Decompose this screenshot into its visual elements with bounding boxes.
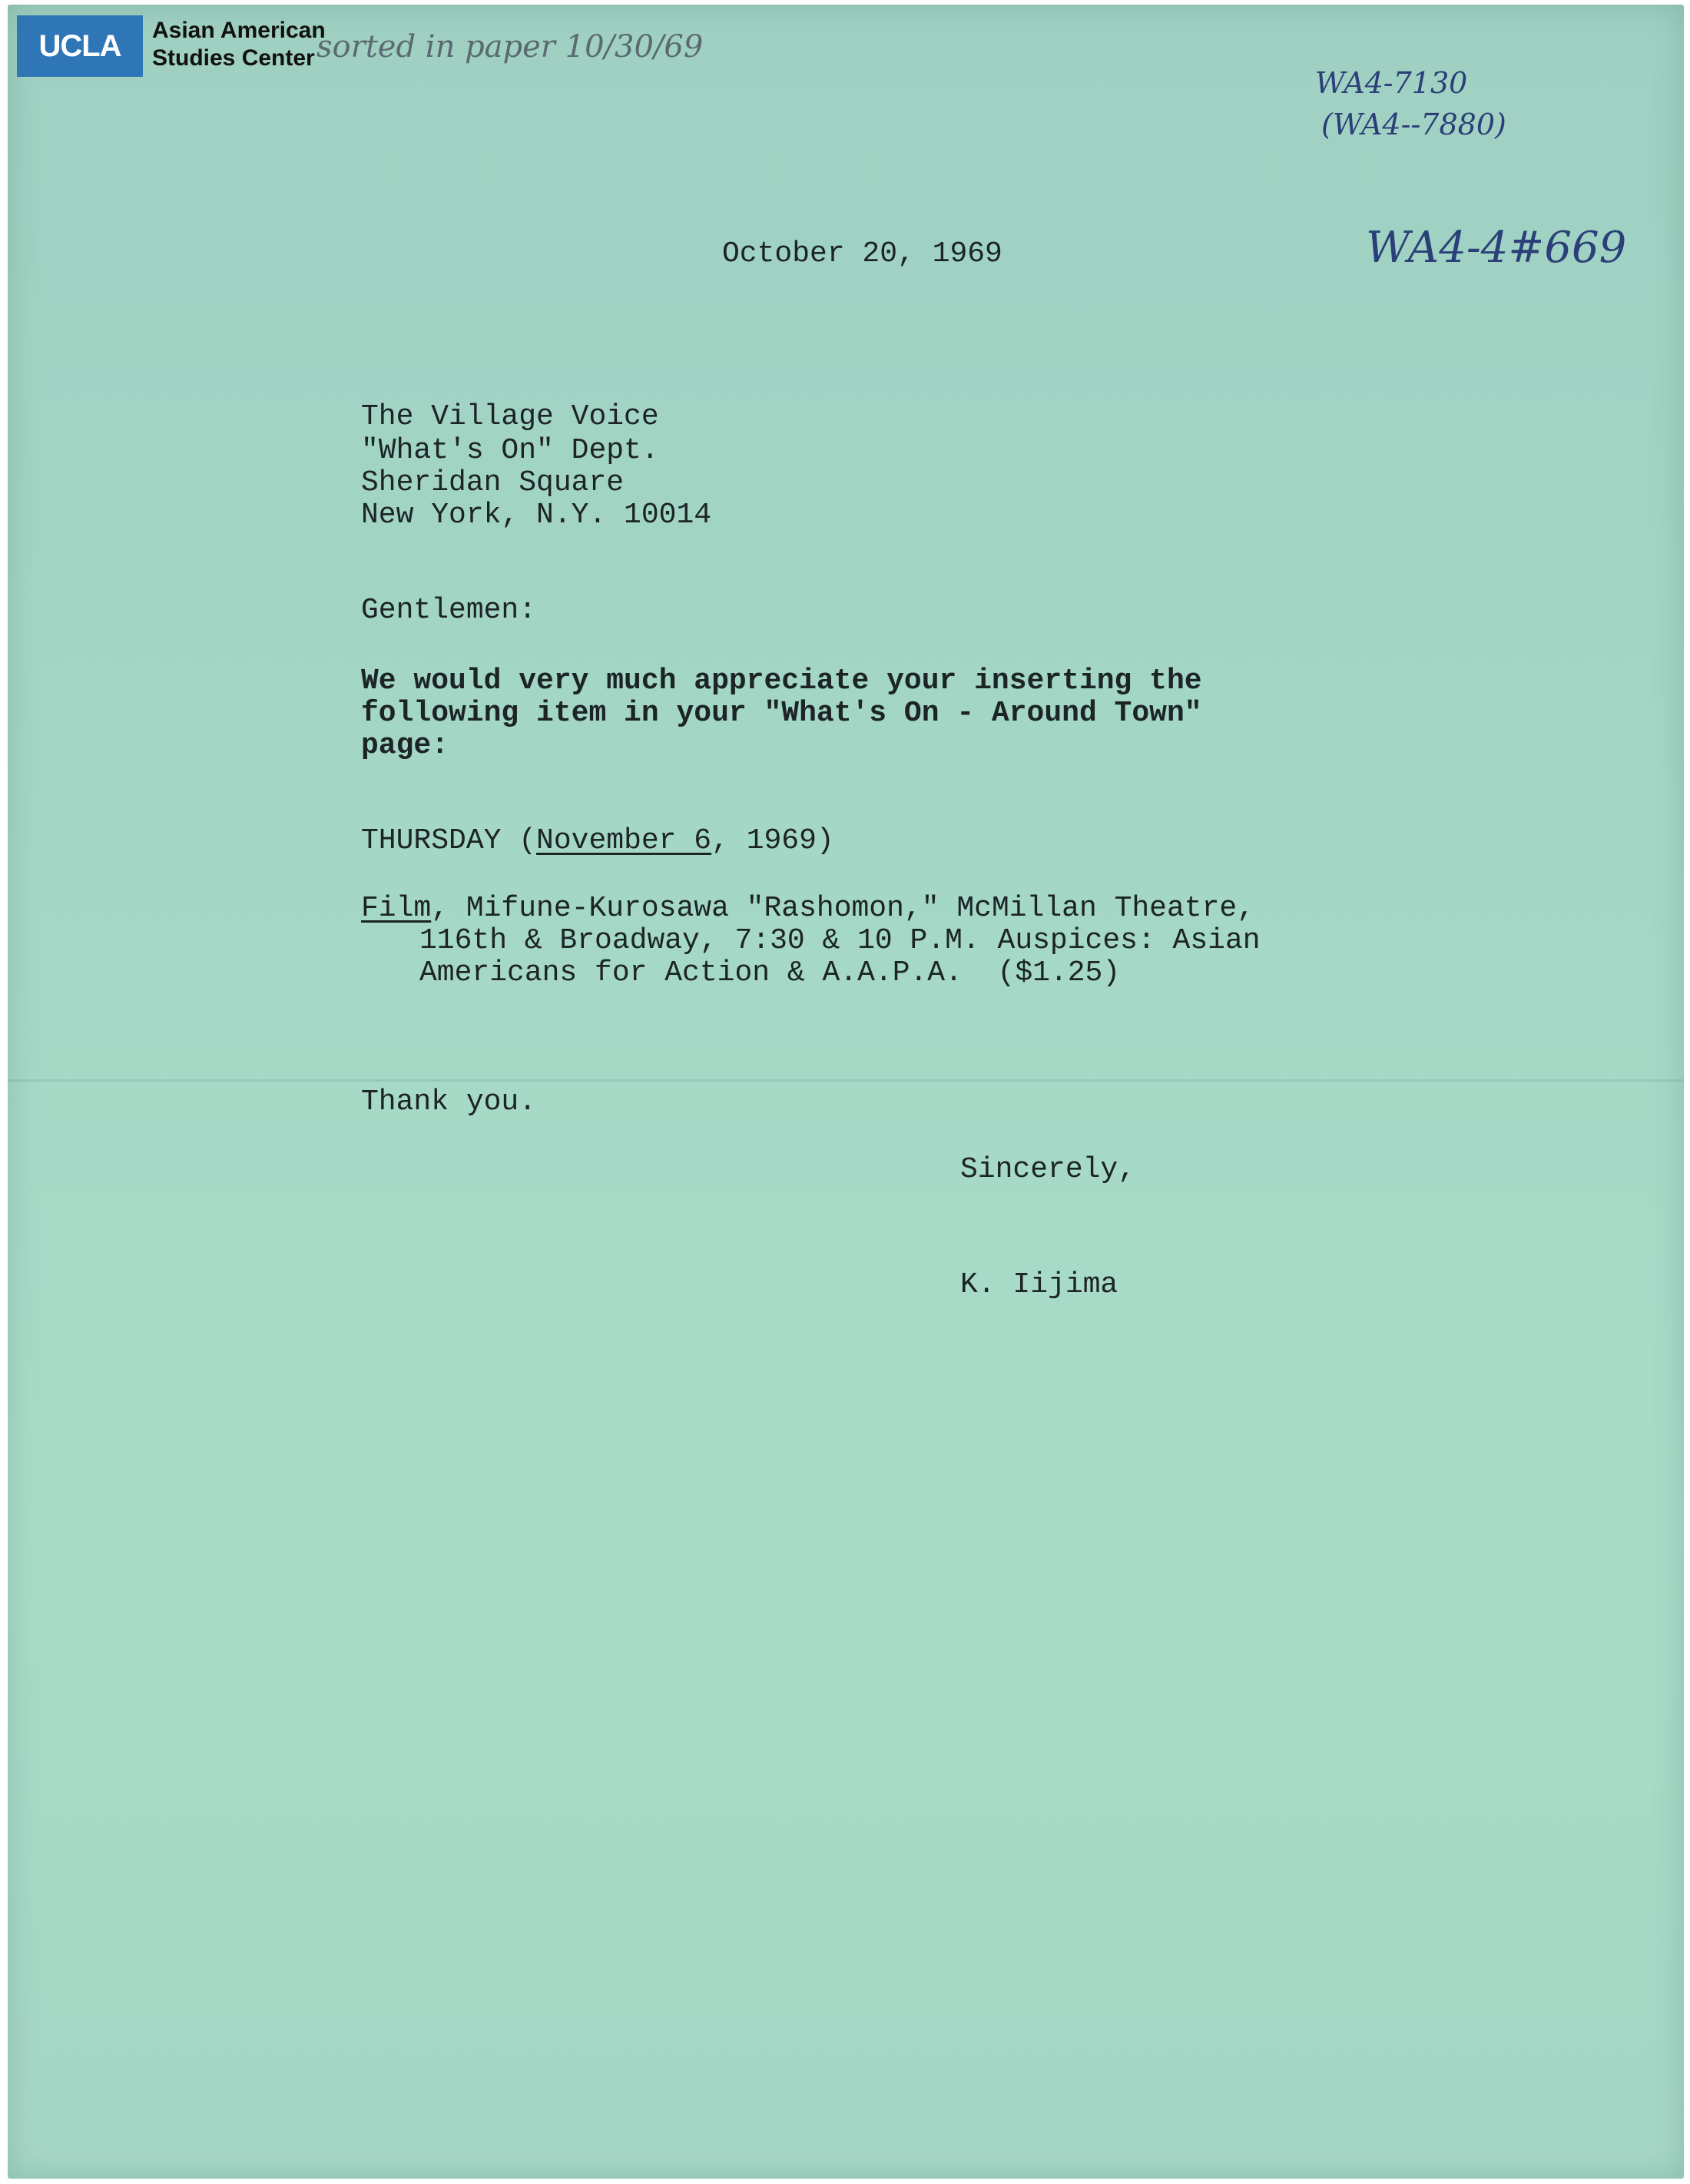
org-line-2: Studies Center — [152, 45, 315, 71]
ucla-logo — [17, 15, 143, 77]
signature: K. Iijima — [960, 1268, 1118, 1301]
event-line-1 — [361, 893, 1254, 925]
event-line-1-text: , Mifune-Kurosawa "Rashomon," McMillan Theatre, — [431, 892, 1254, 925]
paper-sheet — [8, 5, 1684, 2179]
event-line-3: Americans for Action & A.A.P.A. ($1.25) — [419, 956, 1121, 989]
event-line-2: 116th & Broadway, 7:30 & 10 P.M. Auspices: Asian — [419, 924, 1261, 957]
logo-text: UCLA — [38, 28, 121, 63]
body-line-1: We would very much appreciate your inserting the — [361, 664, 1202, 698]
address-line-4: New York, N.Y. 10014 — [361, 499, 712, 532]
event-day: THURSDAY — [361, 824, 502, 857]
org-name — [152, 17, 326, 72]
handwritten-note-top: sorted in paper 10/30/69 — [316, 29, 704, 65]
handwritten-phone-1: WA4-7130 — [1315, 66, 1468, 100]
event-date: November 6 — [536, 824, 712, 857]
event-year: , 1969) — [711, 824, 834, 857]
body-line-2: following item in your "What's On - Around Town" — [361, 697, 1202, 730]
letter-date: October 20, 1969 — [722, 237, 1002, 270]
org-line-1: Asian American — [152, 18, 326, 43]
handwritten-phone-2: (WA4--7880) — [1321, 108, 1506, 141]
event-label: Film — [361, 892, 432, 925]
handwritten-phone-3: WA4-4#669 — [1366, 223, 1627, 273]
body-line-3: page: — [361, 729, 449, 762]
salutation: Gentlemen: — [361, 594, 537, 627]
address-line-1: The Village Voice — [361, 400, 659, 433]
thanks: Thank you. — [361, 1085, 537, 1119]
address-line-3: Sheridan Square — [361, 466, 625, 499]
address-line-2: "What's On" Dept. — [361, 434, 659, 467]
closing: Sincerely, — [960, 1153, 1136, 1186]
paper-fold-line — [8, 1079, 1684, 1082]
event-heading: THURSDAY (November 6, 1969) — [361, 824, 834, 857]
